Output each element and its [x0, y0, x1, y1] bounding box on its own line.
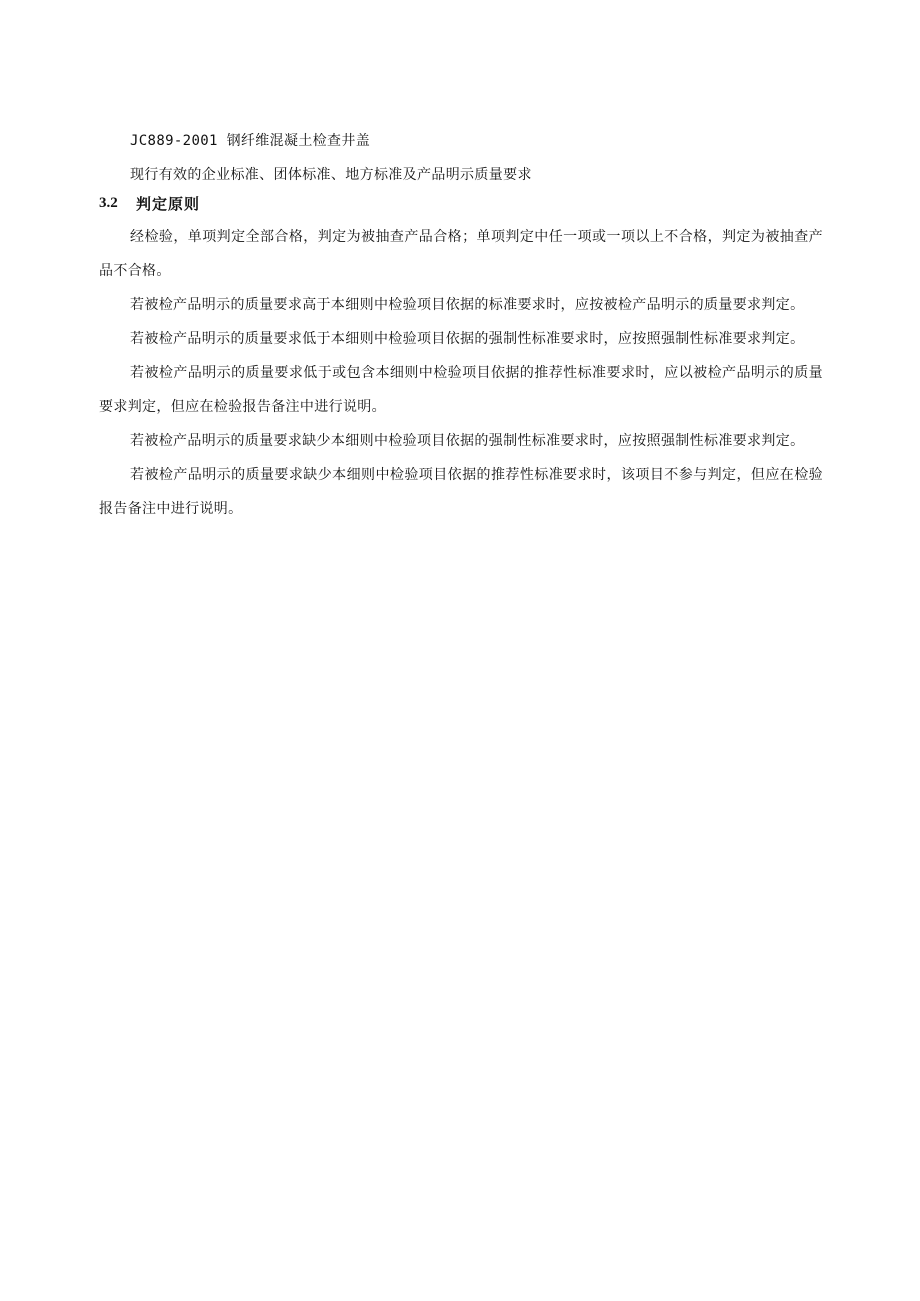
section-title: 判定原则: [136, 194, 201, 213]
paragraph-lower-than-mandatory: 若被检产品明示的质量要求低于本细则中检验项目依据的强制性标准要求时，应按照强制性标准要求判定。: [130, 331, 805, 347]
section-heading: [99, 189, 823, 217]
paragraph-missing-mandatory: 若被检产品明示的质量要求缺少本细则中检验项目依据的强制性标准要求时，应按照强制性标准要求判定。: [130, 433, 805, 449]
standard-code: JC889-2001: [130, 133, 218, 149]
paragraph-higher-requirement: 若被检产品明示的质量要求高于本细则中检验项目依据的标准要求时，应按被检产品明示的质量要求判定。: [130, 297, 805, 313]
valid-standards-line: 现行有效的企业标准、团体标准、地方标准及产品明示质量要求: [130, 167, 532, 183]
standard-title: 钢纤维混凝土检查井盖: [226, 133, 371, 149]
paragraph-missing-recommended: 若被检产品明示的质量要求缺少本细则中检验项目依据的推荐性标准要求时，该项目不参与判定，但应在检验报告备注中进行说明。: [99, 467, 823, 517]
standard-reference-line: [99, 124, 823, 158]
section-number: 3.2: [99, 194, 118, 211]
document-body: [99, 124, 823, 526]
paragraph-lower-than-recommended: 若被检产品明示的质量要求低于或包含本细则中检验项目依据的推荐性标准要求时，应以被检产品明示的质量要求判定，但应在检验报告备注中进行说明。: [99, 365, 823, 415]
paragraph-overall-judgement: 经检验，单项判定全部合格，判定为被抽查产品合格；单项判定中任一项或一项以上不合格，判定为被抽查产品不合格。: [99, 229, 823, 279]
